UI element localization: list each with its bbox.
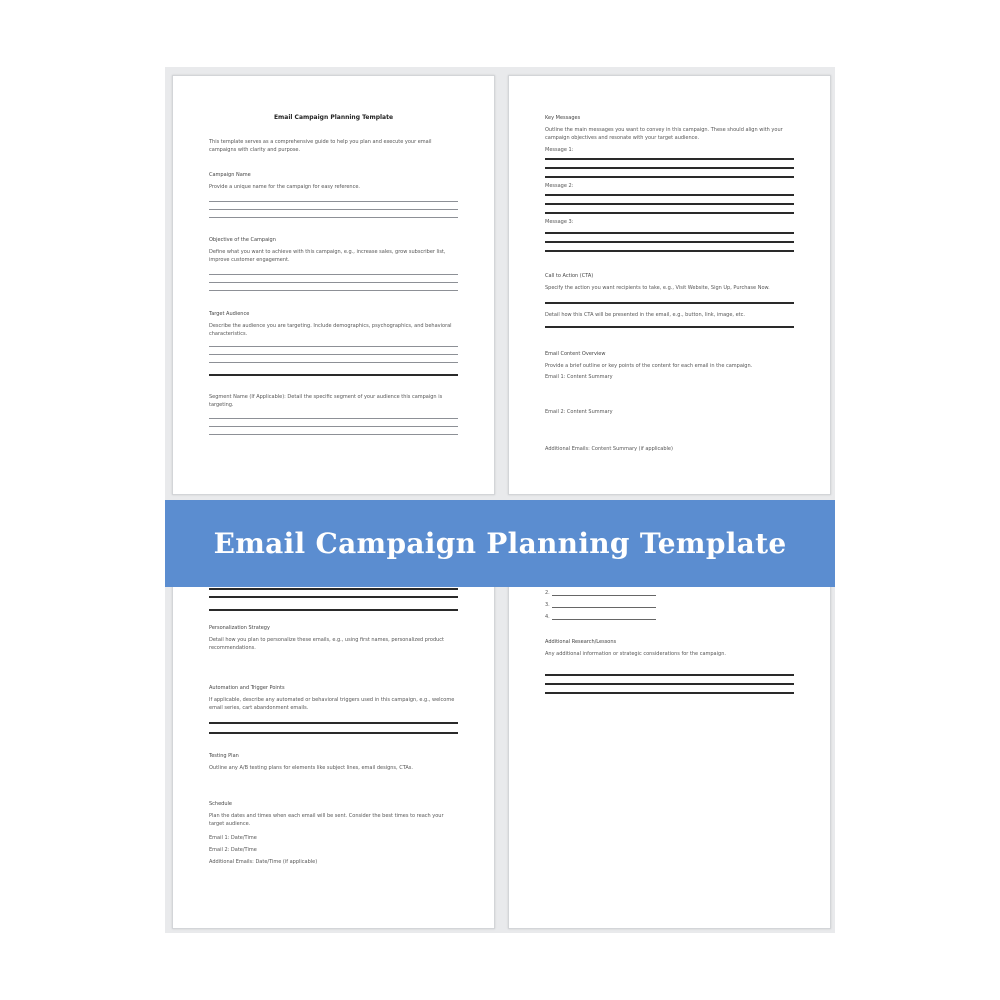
answer-line bbox=[209, 596, 458, 598]
answer-line bbox=[209, 722, 458, 724]
template-page-1 bbox=[172, 75, 495, 495]
answer-line bbox=[209, 609, 458, 611]
cta-desc: Specify the action you want recipients to take, e.g., Visit Website, Sign Up, Purchase Now. bbox=[545, 285, 770, 291]
schedule-heading: Schedule bbox=[209, 801, 232, 807]
answer-line bbox=[209, 282, 458, 283]
content-overview-heading: Email Content Overview bbox=[545, 351, 606, 357]
campaign-name-heading: Campaign Name bbox=[209, 172, 251, 178]
answer-line bbox=[209, 588, 458, 590]
cta-heading: Call to Action (CTA) bbox=[545, 273, 594, 279]
answer-line bbox=[209, 354, 458, 355]
answer-line bbox=[545, 692, 794, 694]
objective-heading: Objective of the Campaign bbox=[209, 237, 276, 243]
answer-line bbox=[209, 434, 458, 435]
testing-desc: Outline any A/B testing plans for elements like subject lines, email designs, CTAs. bbox=[209, 765, 413, 771]
answer-line bbox=[209, 374, 458, 376]
automation-desc: If applicable, describe any automated or behavioral triggers used in this campaign, e.g., welcome email series, cart abandonment emails. bbox=[209, 697, 455, 711]
answer-line bbox=[545, 232, 794, 234]
cta-detail: Detail how this CTA will be presented in the email, e.g., button, link, image, etc. bbox=[545, 312, 745, 318]
email-1-summary: Email 1: Content Summary bbox=[545, 374, 613, 380]
content-overview-desc: Provide a brief outline or key points of the content for each email in the campaign. bbox=[545, 363, 753, 369]
answer-line bbox=[209, 217, 458, 218]
audience-desc: Describe the audience you are targeting. Include demographics, psychographics, and behavioral characteristics. bbox=[209, 323, 452, 337]
answer-line bbox=[209, 362, 458, 363]
answer-line bbox=[545, 203, 794, 205]
answer-line bbox=[209, 732, 458, 734]
answer-line bbox=[545, 158, 794, 160]
objective-desc: Define what you want to achieve with this campaign, e.g., increase sales, grow subscriber list, improve customer engagement. bbox=[209, 249, 446, 263]
answer-line bbox=[545, 250, 794, 252]
answer-line bbox=[545, 302, 794, 304]
answer-line bbox=[209, 201, 458, 202]
answer-line bbox=[545, 326, 794, 328]
schedule-additional: Additional Emails: Date/Time (if applicable) bbox=[209, 859, 318, 865]
email-2-summary: Email 2: Content Summary bbox=[545, 409, 613, 415]
answer-line bbox=[209, 274, 458, 275]
answer-line bbox=[545, 683, 794, 685]
template-page-2 bbox=[508, 75, 831, 495]
audience-heading: Target Audience bbox=[209, 311, 250, 317]
schedule-email-1: Email 1: Date/Time bbox=[209, 835, 257, 841]
answer-line bbox=[545, 241, 794, 243]
list-item: 2. bbox=[545, 590, 656, 596]
personalization-heading: Personalization Strategy bbox=[209, 625, 270, 631]
answer-line bbox=[545, 674, 794, 676]
schedule-desc: Plan the dates and times when each email will be sent. Consider the best times to reach your target audience. bbox=[209, 813, 444, 827]
segment-text: Segment Name (If Applicable): Detail the specific segment of your audience this campaign is targeting. bbox=[209, 394, 443, 408]
answer-line bbox=[209, 418, 458, 419]
list-item: 4. bbox=[545, 614, 656, 620]
research-desc: Any additional information or strategic considerations for the campaign. bbox=[545, 651, 726, 657]
answer-line bbox=[545, 212, 794, 214]
personalization-desc: Detail how you plan to personalize these emails, e.g., using first names, personalized product recommendations. bbox=[209, 637, 445, 651]
automation-heading: Automation and Trigger Points bbox=[209, 685, 285, 691]
answer-line bbox=[545, 176, 794, 178]
additional-emails-summary: Additional Emails: Content Summary (if applicable) bbox=[545, 446, 673, 452]
message-3-label: Message 3: bbox=[545, 219, 574, 225]
answer-line bbox=[545, 167, 794, 169]
testing-heading: Testing Plan bbox=[209, 753, 239, 759]
answer-line bbox=[545, 194, 794, 196]
key-messages-heading: Key Messages bbox=[545, 115, 581, 121]
answer-line bbox=[209, 290, 458, 291]
research-heading: Additional Research/Lessons bbox=[545, 639, 617, 645]
list-item: 3. bbox=[545, 602, 656, 608]
answer-line bbox=[209, 346, 458, 347]
doc-title: Email Campaign Planning Template bbox=[273, 114, 394, 121]
answer-line bbox=[209, 209, 458, 210]
message-1-label: Message 1: bbox=[545, 147, 574, 153]
schedule-email-2: Email 2: Date/Time bbox=[209, 847, 257, 853]
banner-title: Email Campaign Planning Template bbox=[213, 527, 787, 560]
campaign-name-desc: Provide a unique name for the campaign for easy reference. bbox=[209, 184, 361, 190]
intro-text: This template serves as a comprehensive guide to help you plan and execute your email campaigns with clarity and purpose. bbox=[209, 139, 432, 153]
title-banner bbox=[165, 500, 835, 587]
answer-line bbox=[209, 426, 458, 427]
key-messages-desc: Outline the main messages you want to convey in this campaign. These should align with your campaign objectives and resonate with your target audience. bbox=[545, 127, 783, 141]
message-2-label: Message 2: bbox=[545, 183, 574, 189]
